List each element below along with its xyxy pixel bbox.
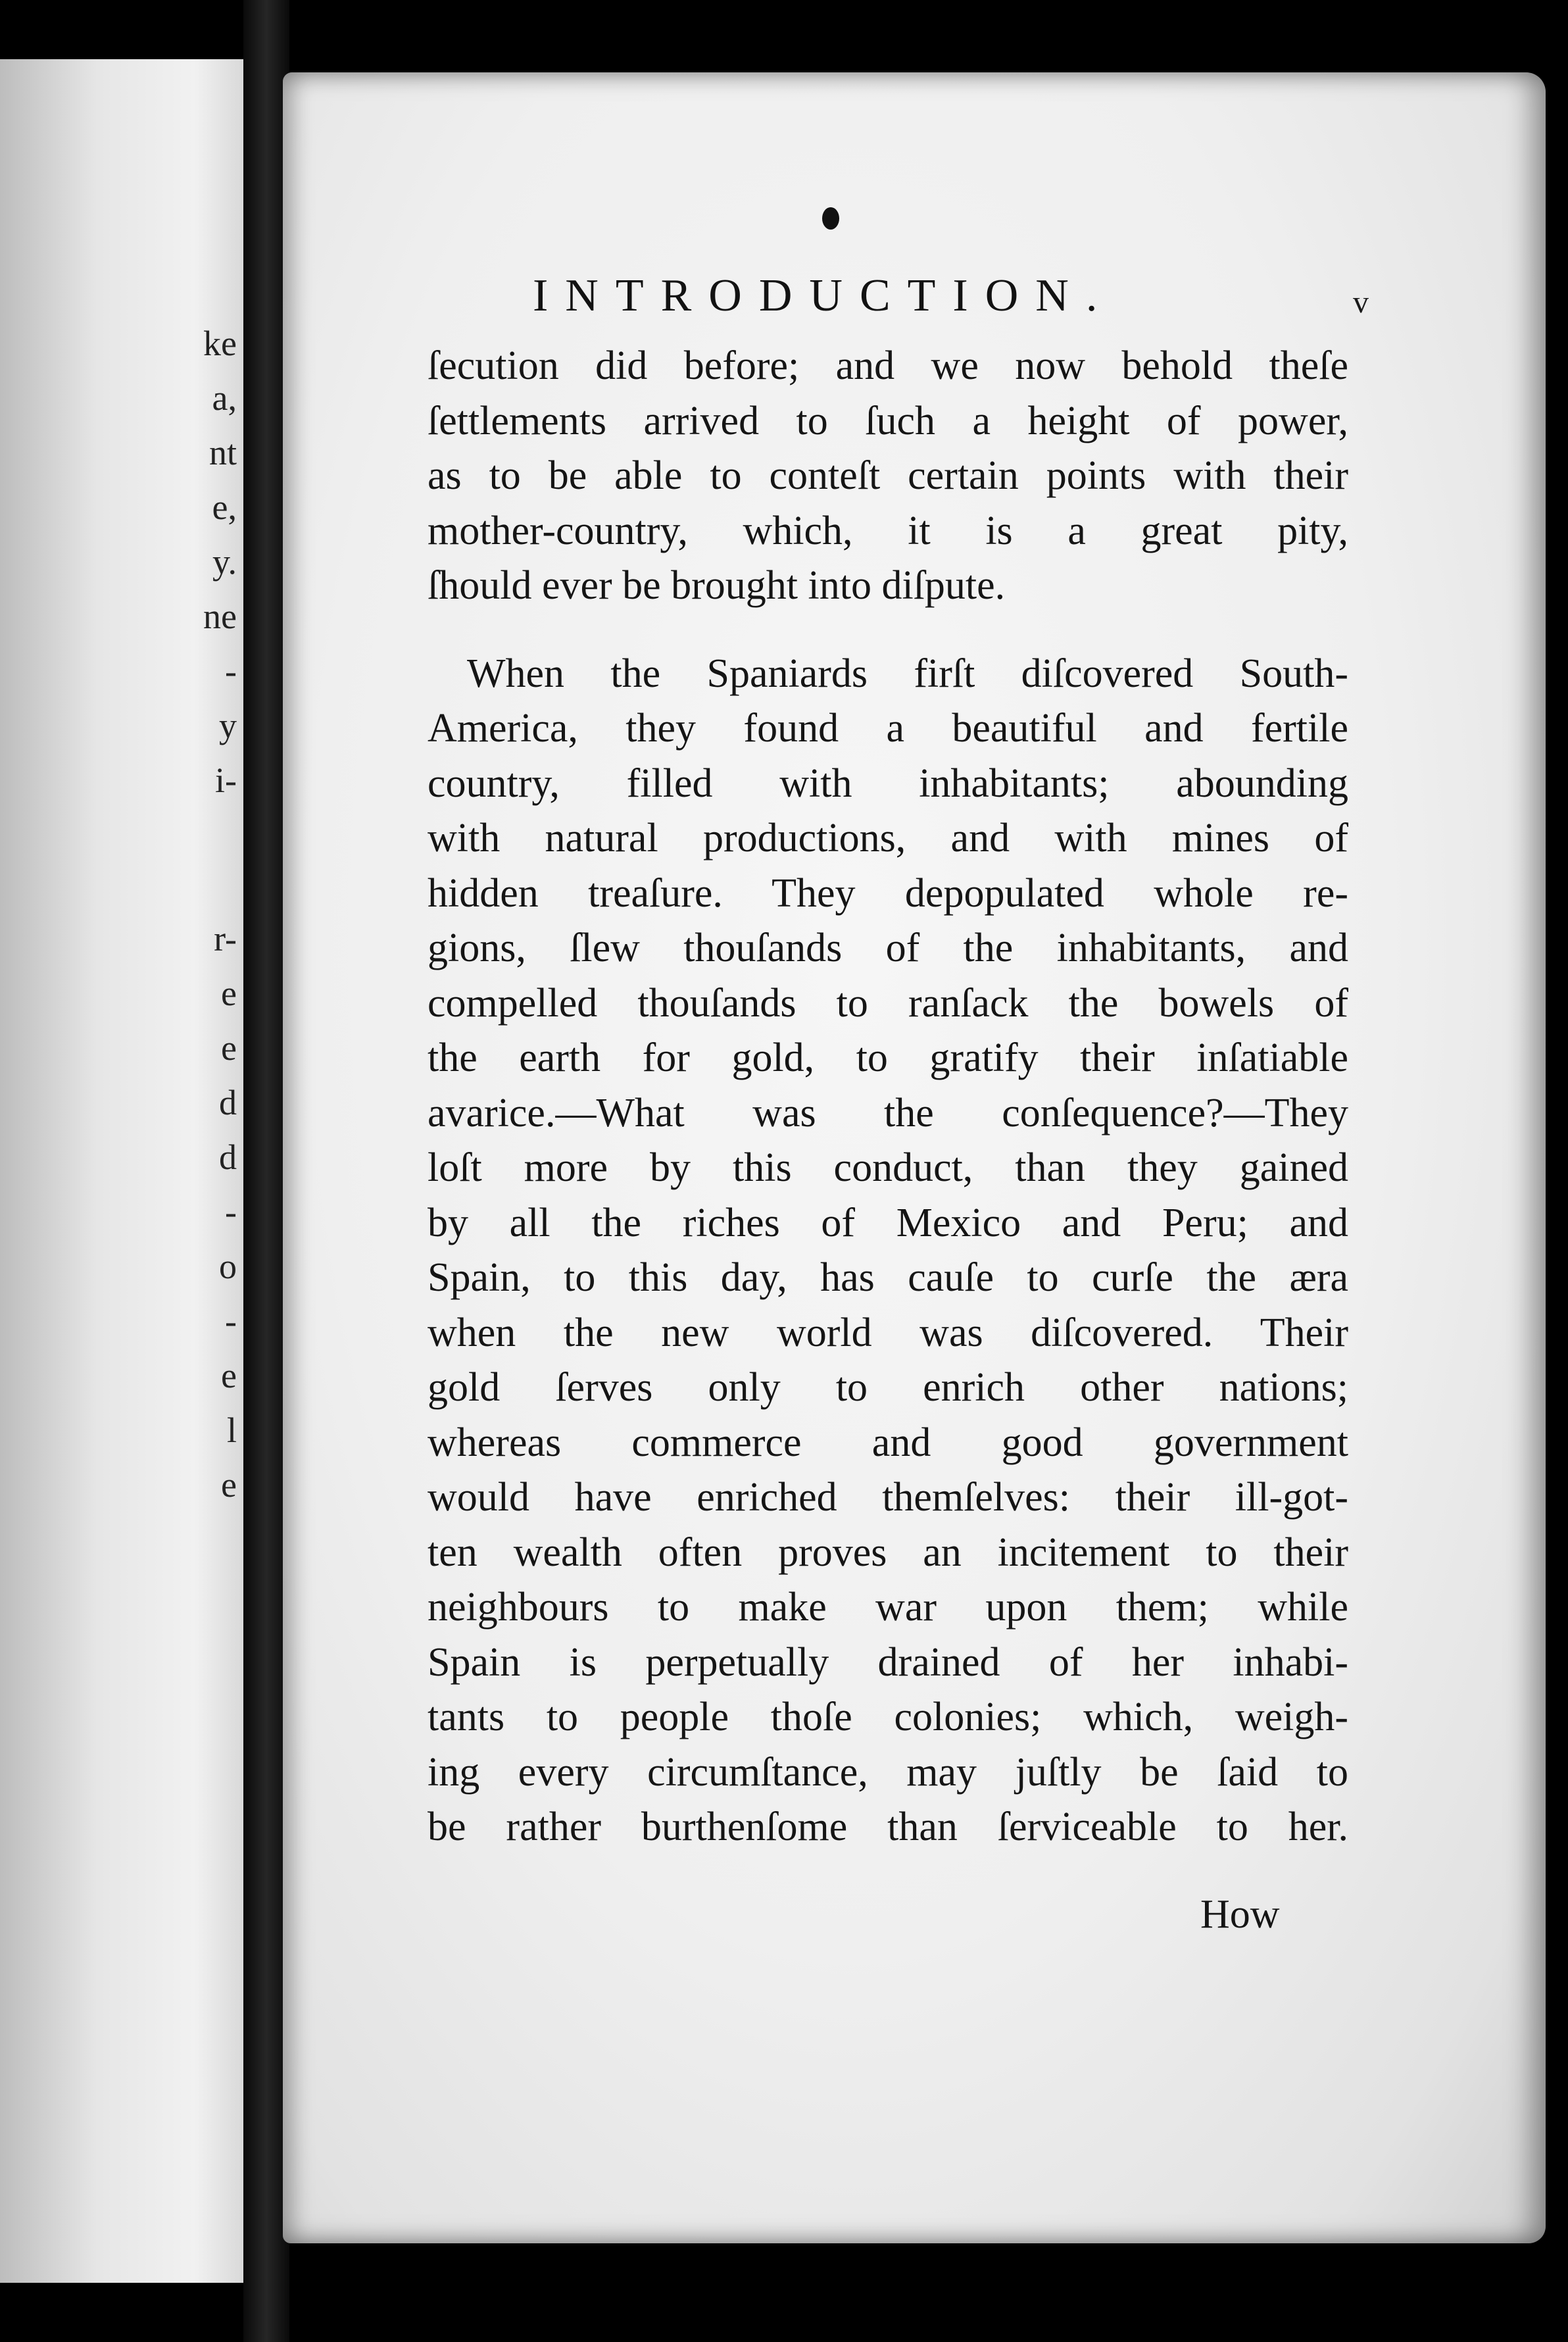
text-line: tants to people thoſe colonies; which, weigh-: [428, 1695, 1348, 1739]
running-head: INTRODUCTION.: [533, 270, 1115, 321]
text-line: the earth for gold, to gratify their inſatiable: [428, 1035, 1348, 1080]
text-line: neighbours to make war upon them; while: [428, 1585, 1348, 1630]
text-line: compelled thouſands to ranſack the bowels of: [428, 980, 1348, 1026]
facing-page-edge: [0, 59, 243, 2283]
text-line: Spain, to this day, has cauſe to curſe the æra: [428, 1255, 1348, 1300]
text-line: gold ſerves only to enrich other nations;: [428, 1365, 1348, 1410]
paragraph: [428, 647, 1348, 1855]
paragraph-gap: [428, 614, 1348, 647]
text-line: hidden treaſure. They depopulated whole re-: [428, 870, 1348, 916]
edge-fragment: d: [219, 1083, 237, 1122]
text-line: when the new world was diſcovered. Their: [428, 1310, 1348, 1355]
text-line: ſhould ever be brought into diſpute.: [428, 563, 1006, 608]
ornament-dot-icon: [822, 207, 839, 230]
paragraph: [428, 339, 1348, 614]
edge-fragment: nt: [208, 433, 237, 472]
text-line: whereas commerce and good government: [428, 1420, 1348, 1465]
text-line: as to be able to conteſt certain points with their: [428, 453, 1348, 498]
text-line: ten wealth often proves an incitement to their: [428, 1530, 1348, 1575]
text-line: Spain is perpetually drained of her inhabi-: [428, 1639, 1348, 1685]
text-line: loſt more by this conduct, than they gained: [428, 1145, 1348, 1190]
text-line: When the Spaniards firſt diſcovered South-: [467, 651, 1348, 696]
edge-fragment: -: [225, 1301, 237, 1341]
text-line: America, they found a beautiful and fertile: [428, 706, 1348, 751]
text-line: country, filled with inhabitants; abounding: [428, 760, 1348, 806]
edge-fragment: ne: [203, 597, 237, 636]
text-line: mother-country, which, it is a great pity,: [428, 508, 1348, 553]
page-signature: v: [1353, 285, 1369, 320]
text-line: avarice.—What was the conſequence?—They: [428, 1090, 1348, 1135]
edge-fragment: l: [226, 1410, 237, 1450]
catchword: How: [1200, 1892, 1280, 1937]
edge-fragment: d: [219, 1137, 237, 1177]
edge-fragment: y.: [212, 542, 237, 582]
text-line: ſecution did before; and we now behold theſe: [428, 343, 1348, 388]
text-line: by all the riches of Mexico and Peru; and: [428, 1200, 1348, 1245]
text-line: ing every circumſtance, may juſtly be ſaid to: [428, 1749, 1348, 1795]
text-line: would have enriched themſelves: their ill-got-: [428, 1475, 1348, 1520]
edge-fragment: r-: [214, 919, 237, 959]
edge-fragment: e: [221, 1465, 237, 1505]
edge-fragment: -: [225, 651, 237, 691]
edge-fragment: o: [219, 1247, 237, 1286]
edge-fragment: e: [221, 1028, 237, 1068]
edge-fragment: y: [219, 706, 237, 745]
body-text: [428, 339, 1348, 1855]
text-line: with natural productions, and with mines of: [428, 816, 1348, 860]
edge-fragment: e: [221, 974, 237, 1013]
text-line: ſettlements arrived to ſuch a height of power,: [428, 398, 1348, 443]
edge-fragment: e,: [212, 487, 237, 527]
book-page: [283, 72, 1546, 2243]
edge-fragment: ke: [203, 324, 237, 363]
text-line: be rather burthenſome than ſerviceable to her.: [428, 1805, 1348, 1849]
edge-fragment: a,: [212, 378, 237, 418]
edge-fragment: -: [225, 1192, 237, 1232]
edge-fragment: i-: [215, 760, 237, 800]
edge-fragment: e: [221, 1356, 237, 1395]
text-line: gions, ſlew thouſands of the inhabitants, and: [428, 926, 1348, 970]
